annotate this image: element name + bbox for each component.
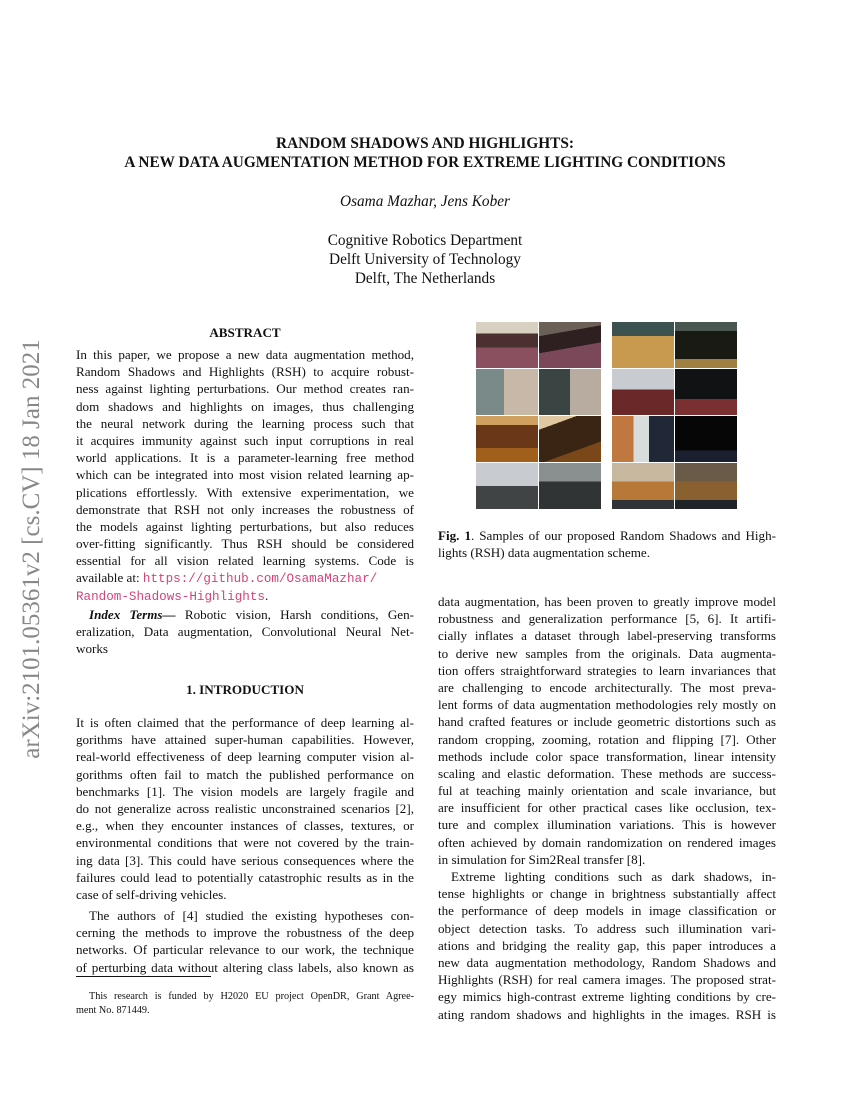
title-line: RANDOM SHADOWS AND HIGHLIGHTS: (276, 135, 574, 152)
text-line: world applications. It is a parameter-learning free method (76, 450, 414, 466)
index-terms (76, 606, 414, 658)
text-line: it acquires immunity against such input corruptions in real (76, 432, 414, 448)
sample-image (476, 322, 538, 368)
text-line: often achieved by domain randomization on rendered images (438, 834, 776, 850)
text-line: ful at teaching mainly orientation and scale invariance, but (438, 783, 776, 799)
intro-right-column (438, 593, 776, 1023)
text-line: In this paper, we propose a new data augmentation method, (76, 347, 414, 362)
index-terms-line (76, 606, 414, 623)
sample-image (612, 463, 674, 509)
sample-image (476, 416, 538, 462)
text-line: methods include color space transformation, linear intensity (438, 748, 776, 764)
code-link-cont[interactable]: Random-Shadows-Highlights (76, 589, 265, 604)
text-line: ness against lighting perturbations. Our method creates ran- (76, 381, 414, 397)
text-line: essential for all vision related learning systems. Code is (76, 553, 414, 569)
footnote (76, 990, 414, 1018)
text-line: ing data [3]. This could have serious consequences where the (76, 852, 414, 868)
sample-image (675, 416, 737, 462)
text-line: dom shadows and highlights on images, thus challenging (76, 398, 414, 414)
text-line: cially inflates a dataset through label-preserving transforms (438, 628, 776, 644)
text-line: the neural network during the learning process such that (76, 415, 414, 431)
text-line: benchmarks [1]. The vision models are largely fragile and (76, 783, 414, 799)
text-line: over-fitting significantly. Thus RSH should be considered (76, 536, 414, 552)
text-line: data augmentation, has been proven to greatly improve model (438, 594, 776, 609)
text-line: robustness and generalization performance [5, 6]. It artifi- (438, 611, 776, 627)
index-terms-line: eralization, Data augmentation, Convolutional Neural Net- (76, 624, 414, 639)
text-line: real-world effectiveness of deep learning computer vision al- (76, 749, 414, 765)
footnote-rule (76, 976, 211, 977)
sample-image (539, 416, 601, 462)
text-line: ations and bridging the reality gap, this paper introduces a (438, 937, 776, 953)
text-line: object detection tasks. To address such illumination vari- (438, 920, 776, 936)
sample-image (476, 463, 538, 509)
title-line: A NEW DATA AUGMENTATION METHOD FOR EXTREME LIGHTING CONDITIONS (124, 154, 726, 171)
text-line: tion offers straightforward strategies to learn invariances that (438, 662, 776, 678)
text-line: are challenging to encode architecturally. The most preva- (438, 679, 776, 695)
index-terms-text: Robotic vision, Harsh conditions, Gen- (184, 606, 414, 622)
footnote-line: ment No. 871449. (76, 1005, 150, 1016)
text-line: cerning the methods to improve the robustness of the deep (76, 925, 414, 941)
text-line: new data augmentation methodology, Random Shadows and (438, 954, 776, 970)
figure-1-left-grid (476, 322, 601, 509)
text-line: the performance of deep models in image classification or (438, 903, 776, 919)
intro-paragraph-1 (76, 714, 414, 903)
text-line: egy mimics high-contrast extreme lighting conditions by cre- (438, 989, 776, 1005)
text-line: ture and complex illumination variations. This is however (438, 817, 776, 833)
sample-image (539, 322, 601, 368)
text-line: scaling and elastic deformation. These methods are success- (438, 765, 776, 781)
abstract-heading: ABSTRACT (209, 325, 281, 340)
text-line: lent forms of data augmentation methodologies rely mostly on (438, 697, 776, 713)
sample-image (675, 369, 737, 415)
abstract-line (76, 587, 414, 604)
text-line: ating random shadows and highlights in the images. RSH is (438, 1006, 776, 1022)
intro-paragraph-3 (438, 593, 776, 868)
text-line: The authors of [4] studied the existing hypotheses con- (89, 908, 414, 924)
text-line: random cropping, zooming, rotation and flipping [7]. Other (438, 731, 776, 747)
text-line: hand crafted features or include geometric distortions such as (438, 714, 776, 730)
figure-1-right-grid (612, 322, 737, 509)
sample-image (612, 322, 674, 368)
code-prefix: available at: (76, 570, 140, 586)
paper-title (0, 134, 850, 172)
text-line: failures could lead to potentially catastrophic results as in the (76, 869, 414, 885)
text-line: tense highlights or change in brightness substantially affect (438, 886, 776, 902)
text-line: to derive new samples from the originals. Data augmenta- (438, 645, 776, 661)
abstract-body (76, 346, 414, 604)
affiliation-line: Cognitive Robotics Department (327, 232, 523, 249)
sample-image (675, 322, 737, 368)
sample-image (539, 463, 601, 509)
text-line: which can be integrated into most vision related learning ap- (76, 467, 414, 483)
intro-heading: 1. INTRODUCTION (186, 682, 304, 697)
sample-image (539, 369, 601, 415)
intro-paragraph-2 (76, 907, 414, 976)
abstract-line (76, 569, 414, 586)
intro-left-column (76, 714, 414, 976)
sample-image (675, 463, 737, 509)
caption-line: lights (RSH) data augmentation scheme. (438, 545, 650, 561)
text-line: plications effortlessly. With extensive experimentation, we (76, 484, 414, 500)
text-line: do not generalize across realistic unconstrained scenarios [2], (76, 800, 414, 816)
text-line: e.g., when they encounter instances of classes, textures, or (76, 818, 414, 834)
sample-image (612, 369, 674, 415)
text-line: Extreme lighting conditions such as dark shadows, in- (451, 869, 776, 884)
text-line: It is often claimed that the performance of deep learning al- (76, 715, 414, 730)
footnote-line: This research is funded by H2020 EU project OpenDR, Grant Agree- (89, 991, 414, 1002)
code-link[interactable]: https://github.com/OsamaMazhar/ (142, 572, 378, 587)
figure-label: Fig. 1 (438, 528, 471, 543)
text-line: case of self-driving vehicles. (76, 886, 227, 902)
arxiv-identifier: arXiv:2101.05361v2 [cs.CV] 18 Jan 2021 (18, 339, 45, 759)
figure-1-caption (438, 527, 776, 561)
index-terms-line: works (76, 641, 109, 657)
index-terms-label: Index Terms— (89, 606, 176, 622)
affiliation-line: Delft, The Netherlands (354, 270, 496, 287)
abstract-and-index-terms (76, 346, 414, 657)
period: . (264, 587, 269, 603)
caption-line: Fig. 1. Samples of our proposed Random Shadows and High- (438, 528, 777, 543)
text-line: networks. Of particular relevance to our work, the technique (76, 942, 414, 958)
intro-paragraph-4 (438, 868, 776, 1023)
text-line: gorithms have attained super-human capabilities. However, (76, 732, 414, 748)
text-line: of perturbing data without altering class labels, also known as (76, 959, 414, 975)
affiliation-line: Delft University of Technology (329, 251, 521, 268)
text-line: Highlights (RSH) for real camera images. The proposed strat- (438, 972, 776, 988)
sample-image (476, 369, 538, 415)
authors: Osama Mazhar, Jens Kober (340, 193, 510, 210)
text-line: environmental conditions that were not covered by the train- (76, 835, 414, 851)
text-line: demonstrate that RSH not only increases the robustness of (76, 501, 414, 517)
caption-text: Samples of our proposed Random Shadows and High- (479, 528, 777, 543)
text-line: the models against lighting perturbations, but also reduces (76, 518, 414, 534)
sample-image (612, 416, 674, 462)
text-line: Random Shadows and Highlights (RSH) to acquire robust- (76, 364, 414, 380)
text-line: in simulation for Sim2Real transfer [8]. (438, 851, 646, 867)
affiliation (0, 231, 850, 288)
text-line: are insufficient for other practical cases like occlusion, tex- (438, 800, 776, 816)
text-line: gorithms often fail to match the published performance on (76, 766, 414, 782)
